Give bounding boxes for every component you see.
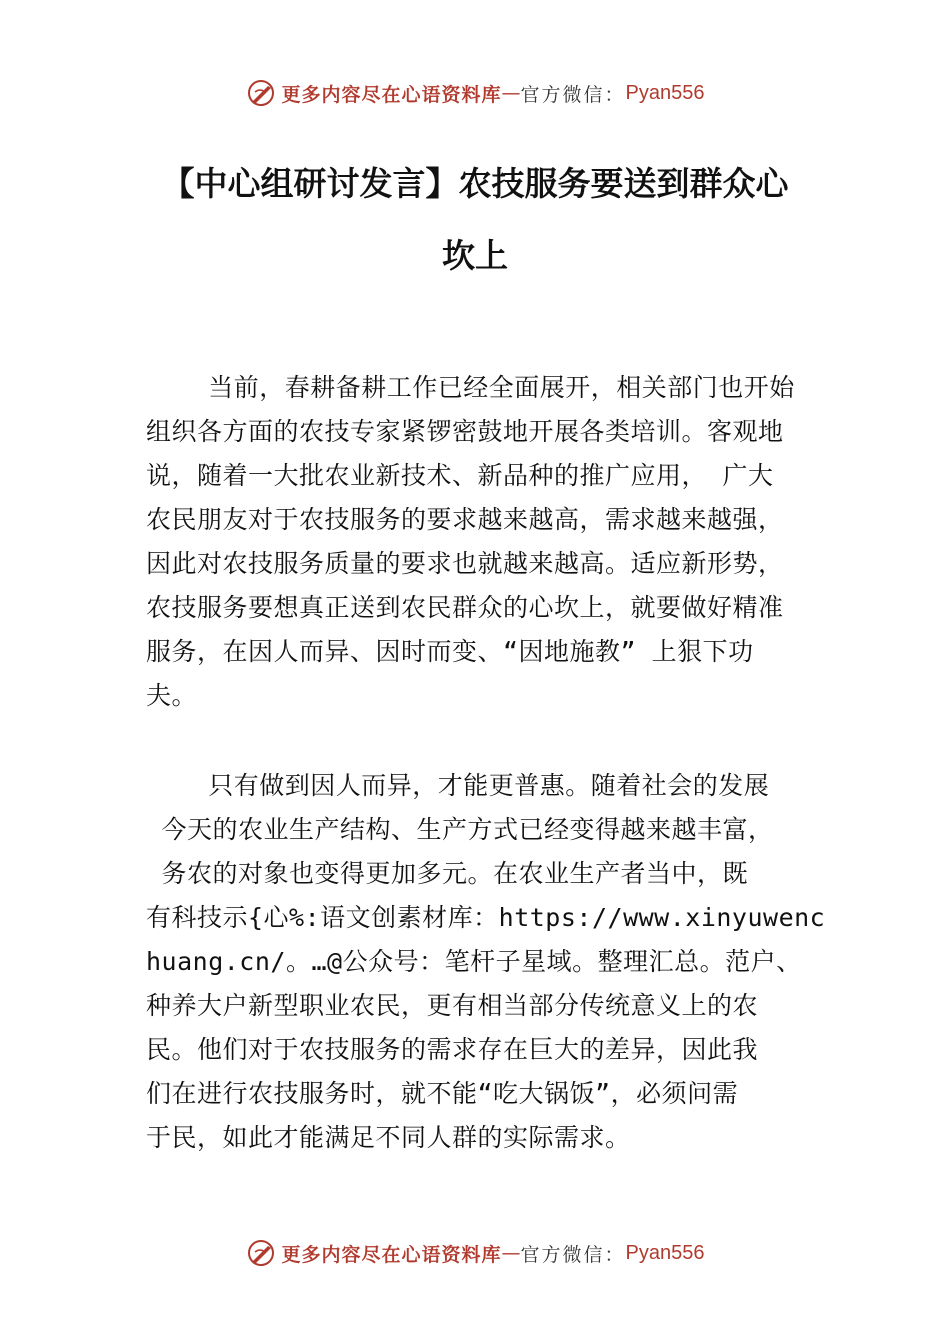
- paragraph-line: 种养大户新型职业农民，更有相当部分传统意义上的农: [146, 991, 759, 1020]
- banner-wechat-id: Pyan556: [625, 81, 705, 104]
- paragraph-line: 今天的农业生产结构、生产方式已经变得越来越丰富，: [146, 815, 774, 844]
- paragraph-2: [146, 764, 826, 1160]
- paragraph-line: huang.cn/。…@公众号：笔杆子星域。整理汇总。范户、: [146, 947, 802, 976]
- paragraph-line: 组织各方面的农技专家紧锣密鼓地开展各类培训。客观地: [146, 417, 784, 446]
- paragraph-line: 们在进行农技服务时，就不能“吃大锅饭”，必须问需: [146, 1079, 739, 1108]
- banner-separator: —: [501, 82, 521, 104]
- paragraph-line: 说，随着一大批农业新技术、新品种的推广应用， 广大: [146, 461, 774, 490]
- quill-seal-icon: [246, 1238, 276, 1268]
- paragraph-line: 服务，在因人而异、因时而变、“因地施教” 上狠下功: [146, 637, 754, 666]
- paragraph-line: 只有做到因人而异，才能更普惠。随着社会的发展: [146, 771, 770, 800]
- paragraph-line: 夫。: [146, 681, 198, 710]
- page-title-line-1: 【中心组研讨发言】农技服务要送到群众心: [161, 164, 789, 203]
- page-title-line-2: 坎上: [442, 236, 508, 275]
- paragraph-line: 民。他们对于农技服务的需求存在巨大的差异，因此我: [146, 1035, 759, 1064]
- banner-wechat-label: 官方微信：: [520, 83, 626, 106]
- banner-wechat-id: Pyan556: [625, 1241, 705, 1264]
- quill-seal-icon: [246, 78, 276, 108]
- paragraph-line: 有科技示{心%:语文创素材库：https://www.xinyuwenc: [146, 903, 826, 932]
- footer-banner: [0, 1233, 950, 1273]
- banner-separator: —: [501, 1242, 521, 1264]
- paragraph-line: 当前，春耕备耕工作已经全面展开，相关部门也开始: [146, 373, 795, 402]
- paragraph-line: 因此对农技服务质量的要求也就越来越高。适应新形势，: [146, 549, 784, 578]
- banner-wechat-label: 官方微信：: [520, 1243, 626, 1266]
- paragraph-line: 务农的对象也变得更加多元。在农业生产者当中，既: [146, 859, 749, 888]
- paragraph-line: 于民，如此才能满足不同人群的实际需求。: [146, 1123, 631, 1152]
- paragraph-line: 农技服务要想真正送到农民群众的心坎上，就要做好精准: [146, 593, 784, 622]
- banner-text: 更多内容尽在心语资料库: [281, 83, 502, 106]
- header-banner: [0, 73, 950, 113]
- paragraph-1: [146, 366, 826, 718]
- banner-text: 更多内容尽在心语资料库: [281, 1243, 502, 1266]
- paragraph-line: 农民朋友对于农技服务的要求越来越高，需求越来越强，: [146, 505, 784, 534]
